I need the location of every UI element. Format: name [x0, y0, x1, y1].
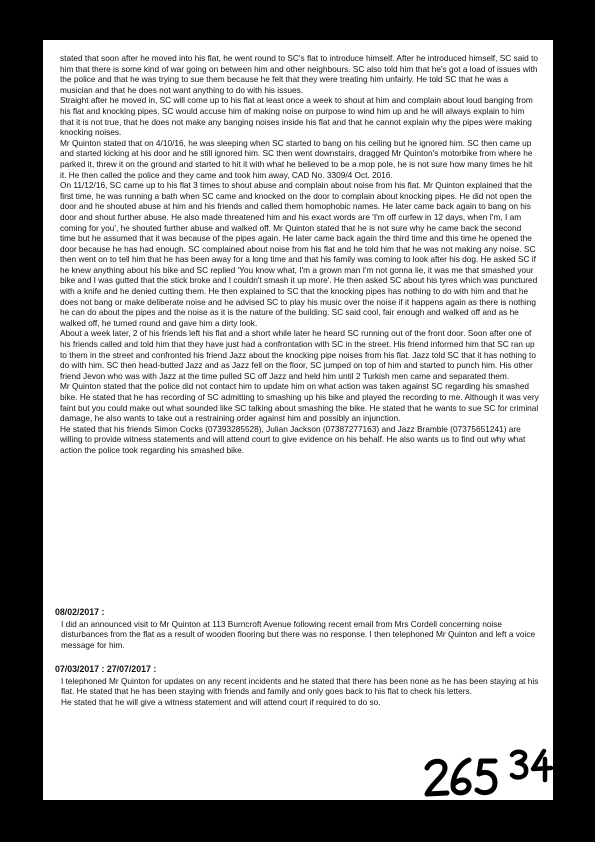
handwritten-page-number-265: [423, 756, 501, 798]
handwritten-page-number-34: [509, 748, 553, 782]
narrative-paragraph: stated that soon after he moved into his flat, he went round to SC's flat to introduce himself. After he introduced himself, SC said to him that there is some kind of war going on between him and other neighbours. SC also told him that he's got a load of issues with the police and that he was trying to sue them because he felt that they were treating him unfairly. He told SC that he was a musician and that he does not want anything to do with his issues.: [60, 53, 538, 95]
narrative-paragraph: On 11/12/16, SC came up to his flat 3 times to shout abuse and complain about noise from his flat. Mr Quinton explained that the first time, he was running a bath when SC came and knocked on the door to complain about knocking pipes. He did not open the door and he shouted abuse at him and his friends and called them homophobic names. He later came back again to bang on his door and shout further abuse. He also made threatened him and his exact words are 'I'm off curfew in 12 days, when I'm, I am coming for you', he shouted further abuse and walked off. Mr Quinton stated that he is not sure why he came back the second time but he assumed that it was because of the pipes again. He later came back again the third time and this time he opened the door because he has had enough. SC complained about noise from his flat and he told him that he was not making any noise. SC then went on to tell him that he has been away for a long time and that his family was coming to look after his dog. He asked SC if he knew anything about his bike and SC replied 'You know what, I'm a grown man I'm not gonna lie, it was me that smashed your bike and I was gutted that the stick broke and I couldn't smash it up more'. He then asked SC about his tyres which was punctured with a knife and he denied cutting them. He then explained to SC that the knocking pipes has nothing to do with him and that he does not bang or make deliberate noise and he advised SC to play his music over the noise if it happens again as there is nothing he can do about the pipes and the noise as it is the nature of the building. SC said cool, fair enough and walked off and as he walked off, he turned round and gave him a dirty look.: [60, 180, 538, 328]
footer-date: 03/08/2017: [505, 803, 553, 814]
entry-date: 08/02/2017 :: [55, 607, 105, 617]
narrative-paragraph: Mr Quinton stated that on 4/10/16, he was sleeping when SC started to bang on his ceiling but he ignored him. SC then came up and started kicking at his door and he still ignored him. SC then went downstairs, dragged Mr Quinton's motorbike from where he parked it, threw it on the ground and started to hit it with what he believed to be a mop pole, he is not sure how many times he hit it. He then called the police and they came and took him away, CAD No. 3309/4 Oct. 2016.: [60, 137, 533, 180]
entry-paragraph: He stated that he will give a witness statement and will attend court if required to do so.: [61, 696, 381, 707]
document-page: [43, 40, 553, 814]
footer-url-link[interactable]: https://ecaseworks.net/ENFIELD/ViewSelected.asp?sViewData=796258,796261,817...: [55, 803, 421, 814]
case-entry: [55, 664, 539, 707]
narrative-paragraph: Mr Quinton stated that the police did not contact him to update him on what action was taken against SC regarding his smashed bike. He stated that he has recording of SC admitting to smashing up his bike and played the recording to me. Although it was very faint but you could make out what sounded like SC talking about smashing the bike. He stated that he wants to sue SC for criminal damage, he also wants to take out a restraining order against him and possibly an injunction.: [60, 381, 539, 424]
entry-paragraph: I did an announced visit to Mr Quinton at 113 Burncroft Avenue following recent email from Mrs Cordell concerning noise disturbances from the flat as a result of wooden flooring but there was no response. I then telephoned Mr Quinton and left a voice message for him.: [61, 618, 536, 650]
entry-paragraph: I telephoned Mr Quinton for updates on any recent incidents and he stated that there has been none as he has been staying at his flat. He stated that he has been staying with friends and family and only goes back to his flat to check his letters.: [61, 675, 539, 697]
narrative-paragraph: About a week later, 2 of his friends left his flat and a short while later he heard SC running out of the front door. Soon after one of his friends called and told him that they have just had a confrontation with SC in the street. His friend informed him that SC ran up to them in the street and confronted his friend Jazz about the knocking pipe noises from his flat. Jazz told SC that it has nothing to do with him. SC then head-butted Jazz and as Jazz fell on the floor, SC jumped on top of him and started to punch him. His other friend Jevon who was with Jazz at the time pulled SC off Jazz and held him until 2 Turkish men came and separated them.: [60, 328, 536, 381]
narrative-paragraph: He stated that his friends Simon Cocks (07393285528), Julian Jackson (07387277163) and Jazz Bramble (07375651241) are willing to provide witness statements and will attend court to give evidence on his behalf. He also wants us to find out why what action the police took regarding his smashed bike.: [60, 423, 526, 455]
narrative-paragraph: Straight after he moved in, SC will come up to his flat at least once a week to shout at him and complain about loud banging from his flat and knocking pipes. SC would accuse him of making noise on purpose to wind him up and he will always explain to him that it is not true, that he does not make any banging noises inside his flat and that he cannot explain why the pipes were making knocking noises.: [60, 95, 533, 138]
case-narrative: [60, 53, 539, 456]
entry-date: 07/03/2017 : 27/07/2017 :: [55, 664, 157, 674]
case-entry: [55, 607, 539, 650]
